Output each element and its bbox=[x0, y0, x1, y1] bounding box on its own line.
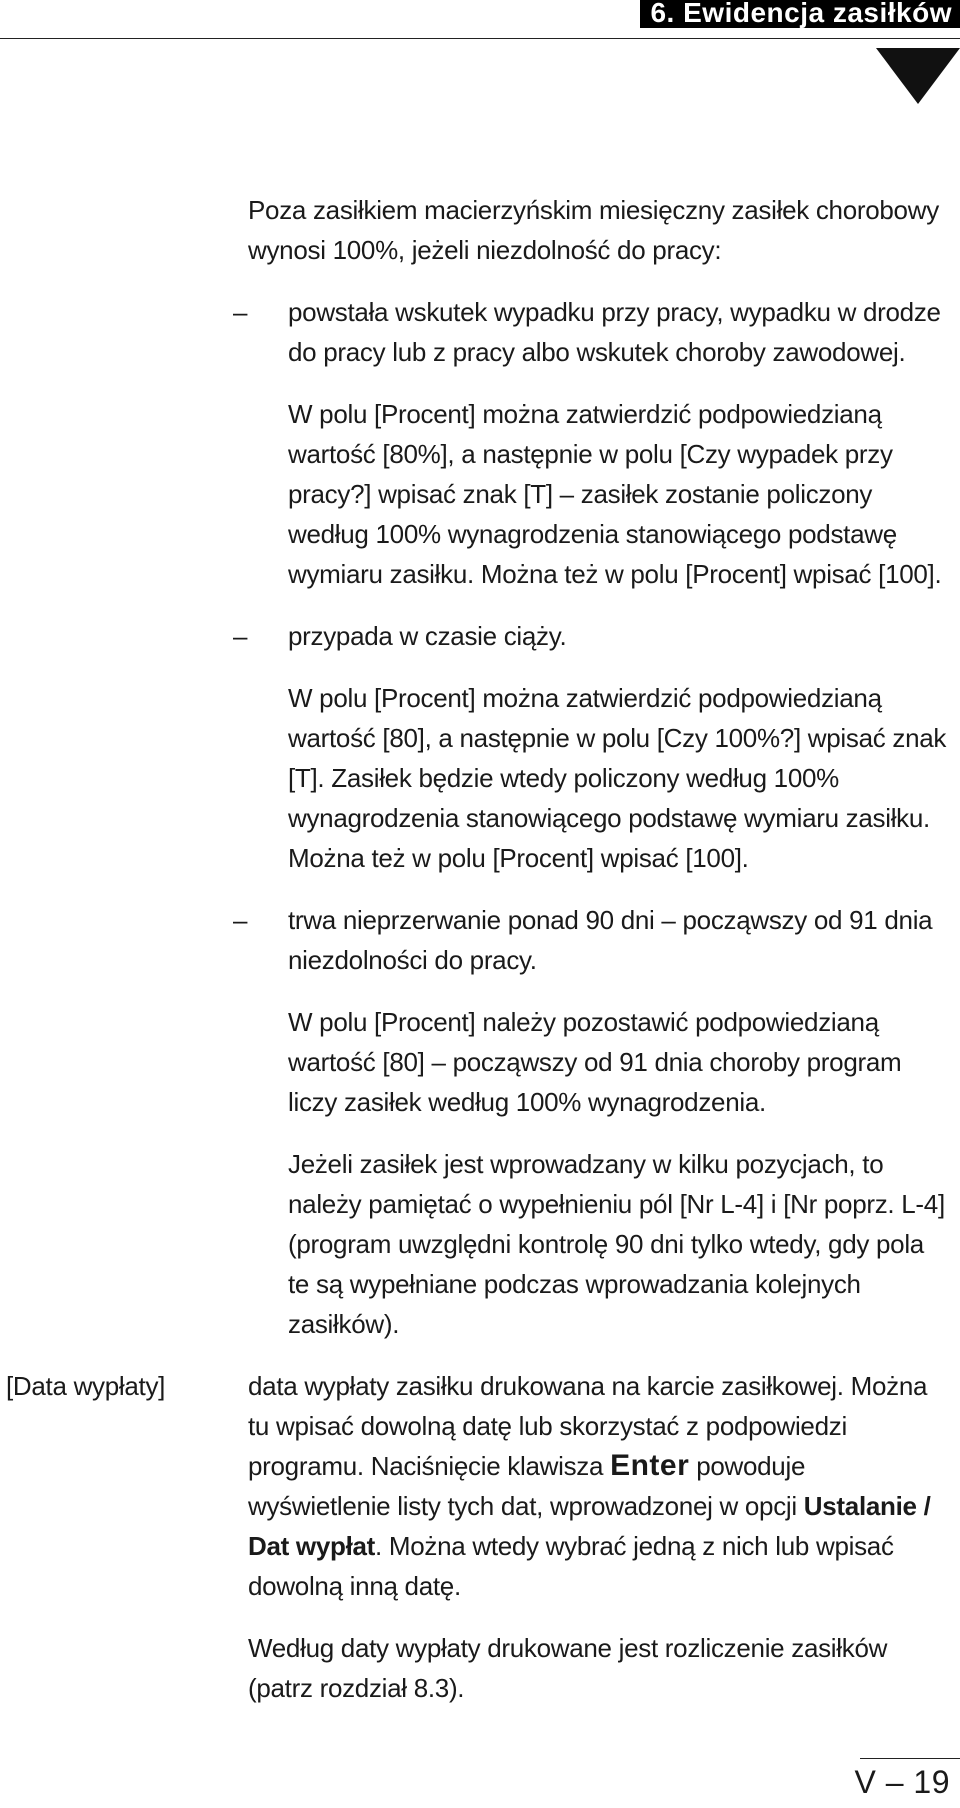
list-item bbox=[233, 616, 950, 656]
field-description-text: powoduje wyświetlenie listy tych dat, wprowadzonej w opcji bbox=[248, 1451, 806, 1521]
field-label: [Data wypłaty] bbox=[6, 1371, 166, 1401]
list-item bbox=[233, 900, 950, 980]
menu-path: Ustalanie / Dat wypłat bbox=[248, 1491, 931, 1561]
list-item bbox=[233, 292, 950, 372]
dash-bullet: – bbox=[233, 297, 248, 327]
field-description-text: data wypłaty zasiłku drukowana na karcie zasiłkowej. Można tu wpisać dowolną datę lub skorzystać z podpowiedzi programu. Naciśnięcie klawisza bbox=[248, 1371, 928, 1481]
field-description bbox=[248, 1366, 950, 1606]
closing-paragraph: Jeżeli zasiłek jest wprowadzany w kilku pozycjach, to należy pamiętać o wypełnieniu pól [Nr L-4] i [Nr poprz. L-4] (program uwzględni kontrolę 90 dni tylko wtedy, gdy pola te są wypełniane podczas wprowadzania kolejnych zasiłków). bbox=[288, 1149, 945, 1339]
chapter-title: 6. Ewidencja zasiłków bbox=[640, 0, 960, 28]
enter-key: Enter bbox=[610, 1449, 690, 1482]
page-header bbox=[0, 0, 960, 40]
dash-bullet: – bbox=[233, 621, 248, 651]
footer-rule bbox=[860, 1758, 960, 1759]
field-description-text: . Można wtedy wybrać jedną z nich lub wpisać dowolną inną datę. bbox=[248, 1531, 894, 1601]
list-item-note: W polu [Procent] należy pozostawić podpowiedzianą wartość [80] – począwszy od 91 dnia choroby program liczy zasiłek według 100% wynagrodzenia. bbox=[288, 1007, 902, 1117]
list-item-text: trwa nieprzerwanie ponad 90 dni – począwszy od 91 dnia niezdolności do pracy. bbox=[288, 905, 933, 975]
intro-paragraph: Poza zasiłkiem macierzyńskim miesięczny zasiłek chorobowy wynosi 100%, jeżeli niezdolność do pracy: bbox=[248, 195, 939, 265]
list-item-text: przypada w czasie ciąży. bbox=[288, 621, 567, 651]
header-rule bbox=[0, 38, 960, 39]
list-item-note: W polu [Procent] można zatwierdzić podpowiedzianą wartość [80], a następnie w polu [Czy 100%?] wpisać znak [T]. Zasiłek będzie wtedy policzony według 100% wynagrodzenia stanowiącego podstawę wymiaru zasiłku. Można też w polu [Procent] wpisać [100]. bbox=[288, 683, 947, 873]
down-triangle-icon bbox=[876, 48, 960, 104]
field-description-block bbox=[6, 1366, 950, 1708]
main-content bbox=[6, 190, 950, 1708]
list-item-text: powstała wskutek wypadku przy pracy, wypadku w drodze do pracy lub z pracy albo wskutek choroby zawodowej. bbox=[288, 297, 941, 367]
list-item-note: W polu [Procent] można zatwierdzić podpowiedzianą wartość [80%], a następnie w polu [Czy wypadek przy pracy?] wpisać znak [T] – zasiłek zostanie policzony według 100% wynagrodzenia stanowiącego podstawę wymiaru zasiłku. Można też w polu [Procent] wpisać [100]. bbox=[288, 399, 942, 589]
page-number: V – 19 bbox=[854, 1764, 950, 1800]
dash-bullet: – bbox=[233, 905, 248, 935]
field-second-paragraph: Według daty wypłaty drukowane jest rozliczenie zasiłków (patrz rozdział 8.3). bbox=[248, 1633, 888, 1703]
